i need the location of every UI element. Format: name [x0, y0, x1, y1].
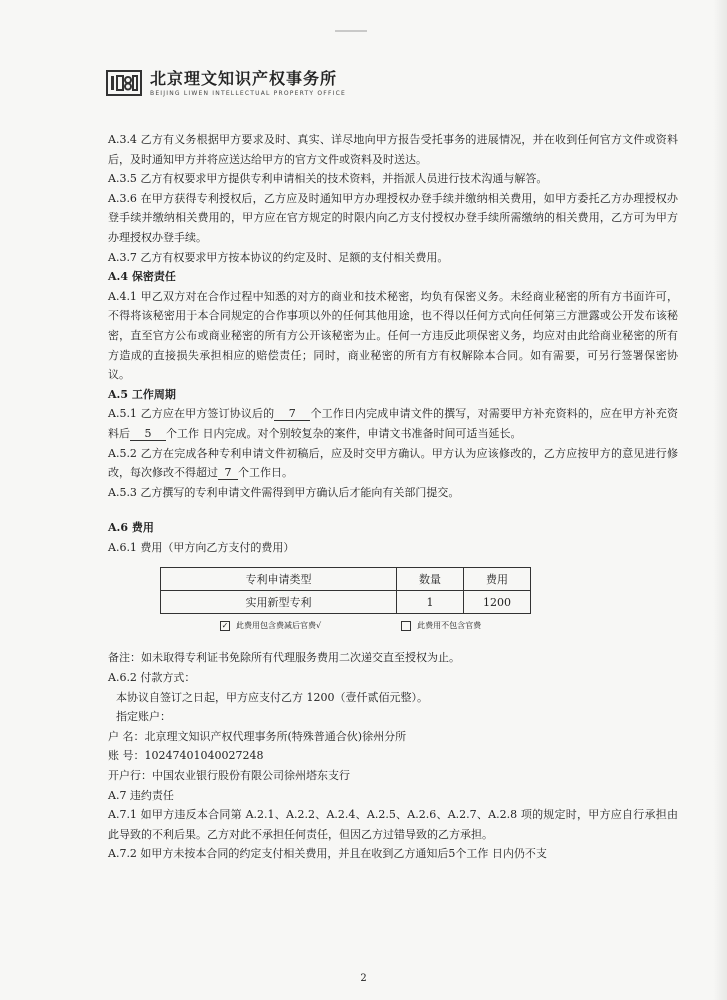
section-a6-heading: A.6 费用 [108, 521, 154, 535]
table-row [161, 591, 531, 614]
option-excluded-label: 此费用不包含官费 [417, 621, 482, 631]
clause-a41: A.4.1 甲乙双方对在合作过程中知悉的对方的商业和技术秘密，均负有保密义务。未经商业秘密的所有方书面许可，不得将该秘密用于本合同规定的合作事项以外的任何其他用途，也不得以任何方式向任何第三方泄露或公开发布该秘密，直至官方公布或商业秘密的所有方公开该秘密为止。任何一方违反此项保密义务，均应对由此给商业秘密的所有方造成的直接损失承担相应的赔偿责任；同时，商业秘密的所有方有权解除本合同。如有需要，可另行签署保密协议。 [108, 289, 678, 382]
section-a4-heading: A.4 保密责任 [108, 270, 176, 284]
option-included-label: 此费用包含费减后官费√ [236, 621, 322, 631]
scan-mark [335, 30, 367, 32]
clause-a51 [108, 404, 678, 443]
a51-text-2: 个工作日内完成申请文件的撰写，对需要甲方补充资料的，应在甲方补充资料后 [108, 407, 679, 440]
clause-a53: A.5.3 乙方撰写的专利申请文件需得到甲方确认后才能向有关部门提交。 [108, 485, 460, 499]
firm-name-cn: 北京理文知识产权事务所 [150, 69, 338, 88]
checked-box-icon: ✓ [221, 621, 229, 631]
header-cell-type: 专利申请类型 [161, 568, 397, 591]
clause-a35: A.3.5 乙方有权要求甲方提供专利申请相关的技术资料，并指派人员进行技术沟通与解答。 [108, 172, 548, 186]
page-number: 2 [360, 973, 367, 984]
payment-text: 本协议自签订之日起，甲方应支付乙方 1200（壹仟贰佰元整）。 [116, 690, 428, 704]
a51-days-supplement: 5 [130, 427, 166, 441]
document-body [108, 130, 678, 864]
firm-name-en: BEIJING LIWEN INTELLECTUAL PROPERTY OFFICE [150, 90, 346, 97]
section-a7-heading: A.7 违约责任 [108, 788, 174, 802]
a52-text-1: A.5.2 乙方在完成各种专利申请文件初稿后，应及时交甲方确认。甲方认为应该修改的，乙方应按甲方的意见进行修改，每次修改不得超过 [108, 446, 678, 480]
clause-a61: A.6.1 费用（甲方向乙方支付的费用） [108, 540, 295, 554]
clause-a36: A.3.6 在甲方获得专利授权后，乙方应及时通知甲方办理授权办登手续并缴纳相关费用，如甲方委托乙方办理授权办登手续并缴纳相关费用的，甲方应在官方规定的时限内向乙方支付授权办登手续所需缴纳的相关费用，乙方可为甲方办理授权办登手续。 [108, 191, 678, 244]
cell-fee: 1200 [464, 591, 531, 614]
firm-logo [106, 70, 142, 96]
a51-days-draft: 7 [274, 407, 310, 421]
account-bank: 开户行：中国农业银行股份有限公司徐州塔东支行 [108, 769, 350, 783]
header-cell-fee: 费用 [464, 568, 531, 591]
account-title: 指定账户： [116, 710, 171, 724]
clause-a72: A.7.2 如甲方未按本合同的约定支付相关费用，并且在收到乙方通知后5个工作 日内仍不支 [108, 847, 547, 861]
option-included [220, 620, 321, 632]
section-a5-heading: A.5 工作周期 [108, 387, 176, 401]
unchecked-box-icon [401, 621, 411, 631]
fee-options [220, 620, 678, 632]
cell-type: 实用新型专利 [161, 591, 397, 614]
fee-note: 备注：如未取得专利证书免除所有代理服务费用二次递交直至授权为止。 [108, 651, 460, 665]
clause-a37: A.3.7 乙方有权要求甲方按本协议的约定及时、足额的支付相关费用。 [108, 250, 449, 264]
fee-table-header-row [161, 568, 531, 591]
scan-edge-shadow [713, 0, 727, 1000]
clause-a62: A.6.2 付款方式： [108, 671, 196, 685]
a52-days: 7 [218, 466, 238, 480]
clause-a52 [108, 444, 678, 483]
logo-icon [109, 73, 139, 93]
fee-table [160, 567, 531, 614]
header-cell-qty: 数量 [397, 568, 464, 591]
clause-a34: A.3.4 乙方有义务根据甲方要求及时、真实、详尽地向甲方报告受托事务的进展情况，并在收到任何官方文件或资料后，及时通知甲方并将应送达给甲方的官方文件或资料及时送达。 [108, 133, 678, 166]
account-name: 户 名：北京理文知识产权代理事务所(特殊普通合伙)徐州分所 [108, 729, 407, 743]
a51-text-1: A.5.1 乙方应在甲方签订协议后的 [108, 407, 275, 421]
clause-a71: A.7.1 如甲方违反本合同第 A.2.1、A.2.2、A.2.4、A.2.5、A.2.6、A.2.7、A.2.8 项的规定时，甲方应自行承担由此导致的不利后果。乙方对此不承担任何责任，但因乙方过错导致的乙方承担。 [108, 808, 678, 841]
option-excluded [401, 620, 481, 632]
letterhead [106, 70, 346, 106]
cell-qty: 1 [397, 591, 464, 614]
a51-text-3: 个工作 日内完成。对个别较复杂的案件，申请文书准备时间可适当延长。 [166, 426, 522, 440]
a52-text-2: 个工作日。 [238, 466, 293, 480]
account-number: 账 号：10247401040027248 [108, 749, 264, 763]
